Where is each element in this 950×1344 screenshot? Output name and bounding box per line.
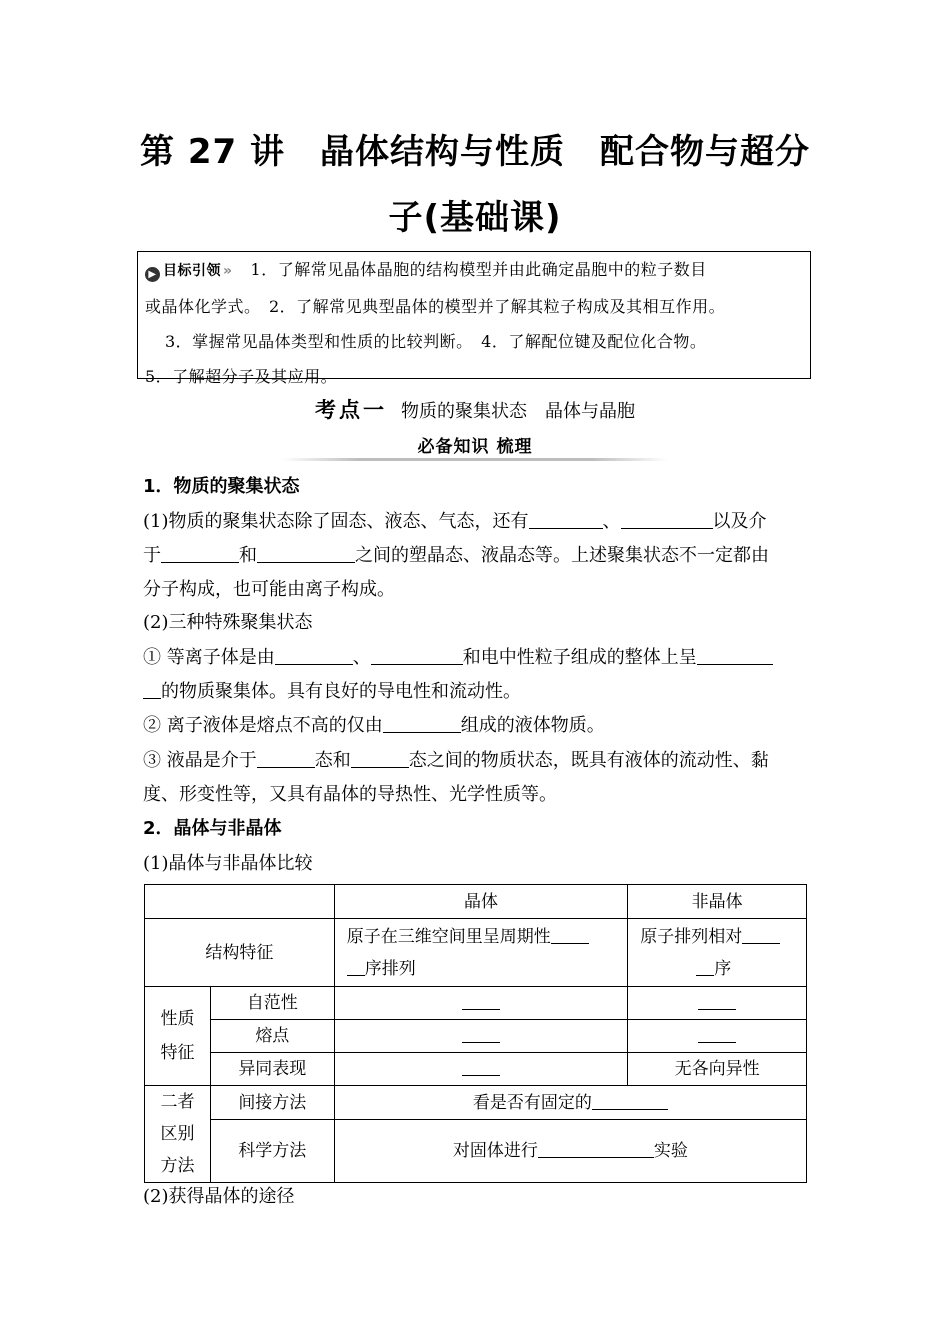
row-aniso-label: 异同表现 bbox=[210, 1053, 334, 1086]
blank bbox=[257, 749, 315, 768]
structure-non-b: 序 bbox=[714, 958, 732, 979]
indirect-text: 看是否有固定的 bbox=[472, 1092, 592, 1113]
p1-text-g: 分子构成，也可能由离子构成。 bbox=[143, 579, 395, 600]
comparison-table bbox=[144, 884, 807, 1183]
structure-non-a: 原子排列相对 bbox=[640, 926, 743, 947]
blank bbox=[351, 749, 409, 768]
goal-text-1: 1．了解常见晶体晶胞的结构模型并由此确定晶胞中的粒子数目 bbox=[250, 260, 707, 279]
group-property-2: 特征 bbox=[160, 1043, 195, 1063]
goal-line-4: 5．了解超分子及其应用。 bbox=[145, 367, 338, 386]
learning-goals-box bbox=[137, 251, 811, 386]
table-cell bbox=[334, 1020, 627, 1053]
goal-line-2: 或晶体化学式。 2．了解常见典型晶体的模型并了解其粒子构成及其相互作用。 bbox=[145, 297, 726, 316]
table-cell bbox=[628, 987, 807, 1020]
i3-text-c: 态之间的物质状态，既具有液体的流动性、黏 bbox=[408, 750, 769, 771]
blank bbox=[462, 991, 500, 1010]
table-row bbox=[145, 987, 807, 1020]
page-title-line1: 第 27 讲 晶体结构与性质 配合物与超分 bbox=[140, 132, 810, 172]
table-row bbox=[145, 1020, 807, 1053]
item-liquid-crystal bbox=[143, 744, 813, 812]
structure-crystal-a: 原子在三维空间里呈周期性 bbox=[346, 926, 551, 947]
table-cell bbox=[334, 1053, 627, 1086]
blank bbox=[698, 1024, 736, 1043]
subheading-compare: (1)晶体与非晶体比较 bbox=[143, 853, 313, 874]
blank bbox=[143, 680, 161, 699]
table-row bbox=[145, 885, 807, 919]
blank bbox=[462, 1024, 500, 1043]
blank bbox=[347, 957, 365, 976]
topic-label: 考点一 bbox=[315, 398, 387, 422]
double-chevron-icon: » bbox=[223, 263, 233, 279]
goal-badge bbox=[145, 254, 233, 289]
i2-text-a: ② 离子液体是熔点不高的仅由 bbox=[143, 715, 383, 736]
i1-text-a: ① 等离子体是由 bbox=[143, 647, 275, 668]
table-row bbox=[145, 1053, 807, 1086]
blank bbox=[538, 1139, 654, 1158]
blank bbox=[371, 646, 463, 665]
blank bbox=[742, 925, 780, 944]
blank bbox=[696, 957, 714, 976]
row-mp-label: 熔点 bbox=[210, 1020, 334, 1053]
group-diff-3: 方法 bbox=[160, 1156, 195, 1176]
p1-text-c: 以及介 bbox=[712, 511, 767, 532]
item-plasma bbox=[143, 641, 813, 709]
p1-text-b: 、 bbox=[602, 511, 621, 532]
p1-text-d: 于 bbox=[143, 545, 161, 566]
aniso-noncrystal: 无各向异性 bbox=[628, 1053, 807, 1086]
p1-text-a: (1)物质的聚集状态除了固态、液态、气态，还有 bbox=[143, 511, 529, 532]
header-noncrystal: 非晶体 bbox=[628, 885, 807, 919]
paragraph-2: (2)三种特殊聚集状态 bbox=[143, 612, 313, 633]
item-ionic-liquid bbox=[143, 709, 813, 743]
blank bbox=[257, 544, 355, 563]
blank bbox=[698, 991, 736, 1010]
i1-text-c: 和电中性粒子组成的整体上呈 bbox=[462, 647, 697, 668]
structure-noncrystal-cell bbox=[628, 919, 807, 987]
blank bbox=[383, 714, 461, 733]
header-crystal: 晶体 bbox=[334, 885, 627, 919]
structure-crystal-cell bbox=[334, 919, 627, 987]
blank bbox=[462, 1057, 500, 1076]
topic-text: 物质的聚集状态 晶体与晶胞 bbox=[401, 401, 635, 422]
group-property-1: 性质 bbox=[160, 1009, 195, 1029]
topic-heading bbox=[0, 394, 950, 424]
group-diff-label bbox=[145, 1086, 211, 1183]
table-cell bbox=[145, 885, 335, 919]
blank bbox=[551, 925, 589, 944]
section-2-heading: 2．晶体与非晶体 bbox=[143, 818, 282, 839]
group-diff-2: 区别 bbox=[160, 1124, 195, 1144]
goal-line-3: 3．掌握常见晶体类型和性质的比较判断。 4．了解配位键及配位化合物。 bbox=[165, 332, 707, 351]
play-icon: ▶ bbox=[145, 267, 160, 282]
row-structure-label: 结构特征 bbox=[145, 919, 335, 987]
i1-text-d: 的物质聚集体。具有良好的导电性和流动性。 bbox=[161, 681, 521, 702]
indirect-cell bbox=[334, 1086, 806, 1120]
blank bbox=[621, 510, 713, 529]
group-diff-1: 二者 bbox=[160, 1092, 195, 1112]
goal-badge-label: 目标引领 bbox=[163, 263, 221, 279]
page-title-line2: 子(基础课) bbox=[388, 198, 562, 238]
blank bbox=[161, 544, 239, 563]
blank bbox=[697, 646, 773, 665]
i2-text-b: 组成的液体物质。 bbox=[460, 715, 605, 736]
section-banner-divider bbox=[282, 458, 668, 461]
section-banner: 必备知识 梳理 bbox=[417, 437, 533, 457]
table-cell bbox=[334, 987, 627, 1020]
table-row bbox=[145, 919, 807, 987]
subheading-methods: (2)获得晶体的途径 bbox=[143, 1186, 295, 1207]
table-row bbox=[145, 1120, 807, 1183]
science-cell bbox=[334, 1120, 806, 1183]
p1-text-f: 之间的塑晶态、液晶态等。上述聚集状态不一定都由 bbox=[355, 545, 769, 566]
structure-crystal-b: 序排列 bbox=[364, 958, 416, 979]
table-cell bbox=[628, 1020, 807, 1053]
science-text-b: 实验 bbox=[653, 1141, 688, 1162]
blank bbox=[592, 1091, 668, 1110]
p1-text-e: 和 bbox=[239, 545, 257, 566]
goal-line-1 bbox=[145, 252, 810, 289]
i3-text-a: ③ 液晶是介于 bbox=[143, 750, 257, 771]
paragraph-1 bbox=[143, 505, 813, 607]
row-indirect-label: 间接方法 bbox=[210, 1086, 334, 1120]
i3-text-d: 度、形变性等，又具有晶体的导热性、光学性质等。 bbox=[143, 784, 557, 805]
group-property-label bbox=[145, 987, 211, 1086]
row-science-label: 科学方法 bbox=[210, 1120, 334, 1183]
blank bbox=[529, 510, 603, 529]
row-selfshape-label: 自范性 bbox=[210, 987, 334, 1020]
i3-text-b: 态和 bbox=[314, 750, 351, 771]
i1-text-b: 、 bbox=[352, 647, 371, 668]
table-row bbox=[145, 1086, 807, 1120]
blank bbox=[275, 646, 353, 665]
science-text-a: 对固体进行 bbox=[452, 1141, 538, 1162]
section-1-heading: 1．物质的聚集状态 bbox=[143, 476, 300, 497]
